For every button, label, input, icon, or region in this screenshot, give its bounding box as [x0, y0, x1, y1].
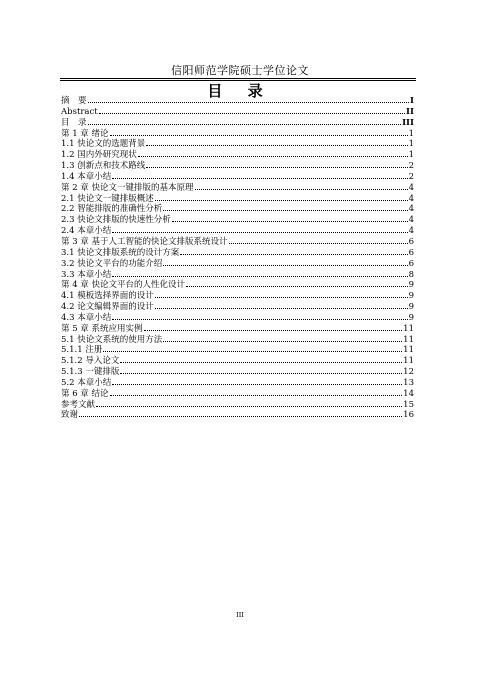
- toc-leader-dots: [99, 112, 405, 114]
- toc-entry[interactable]: [61, 215, 414, 226]
- toc-entry[interactable]: [61, 410, 414, 421]
- toc-entry-label: 5.2 本章小结: [61, 377, 112, 388]
- toc-entry-page: 4: [408, 193, 414, 204]
- toc-leader-dots: [110, 134, 408, 136]
- toc-entry-page: 9: [408, 280, 414, 291]
- toc-leader-dots: [195, 188, 408, 190]
- toc-entry-label: 5.1 快论文系统的使用方法: [61, 334, 163, 345]
- toc-entry-label: 参考文献: [61, 399, 96, 410]
- toc-entry-label: 1.3 创新点和技术路线: [61, 161, 146, 172]
- toc-entry[interactable]: [61, 139, 414, 150]
- toc-leader-dots: [229, 242, 408, 244]
- toc-entry-page: 4: [408, 226, 414, 237]
- toc-entry-label: 2.1 快论文一键排版概述: [61, 193, 154, 204]
- toc-entry[interactable]: [61, 150, 414, 161]
- toc-leader-dots: [112, 231, 407, 233]
- toc-entry-label: 致谢: [61, 410, 79, 421]
- toc-entry[interactable]: [61, 118, 414, 129]
- toc-entry-label: 第 4 章 快论文平台的人性化设计: [61, 280, 186, 291]
- toc-entry-label: 第 1 章 绪论: [61, 128, 109, 139]
- toc-entry-label: 1.4 本章小结: [61, 171, 112, 182]
- toc-leader-dots: [155, 296, 408, 298]
- toc-entry-label: 2.2 智能排版的准确性分析: [61, 204, 163, 215]
- toc-entry[interactable]: [61, 259, 414, 270]
- toc-leader-dots: [120, 372, 402, 374]
- toc-entry-page: II: [406, 106, 414, 117]
- toc-entry[interactable]: [61, 237, 414, 248]
- toc-entry[interactable]: [61, 129, 414, 140]
- toc-entry-label: 5.1.2 导入论文: [61, 356, 120, 367]
- toc-entry-page: III: [402, 117, 414, 128]
- toc-entry-page: 2: [408, 161, 414, 172]
- toc-leader-dots: [103, 350, 402, 352]
- toc-entry-page: 6: [408, 258, 414, 269]
- toc-entry[interactable]: [61, 248, 414, 259]
- toc-entry[interactable]: [61, 356, 414, 367]
- toc-leader-dots: [155, 199, 408, 201]
- toc-entry-page: 4: [408, 204, 414, 215]
- toc-entry[interactable]: [61, 194, 414, 205]
- toc-entry[interactable]: [61, 345, 414, 356]
- running-header: 信阳师范学院硕士学位论文: [171, 64, 309, 77]
- toc-leader-dots: [172, 220, 408, 222]
- toc-entry[interactable]: [61, 204, 414, 215]
- toc-entry-label: 2.3 快论文排版的快速性分析: [61, 215, 171, 226]
- toc-entry-page: 11: [403, 356, 414, 367]
- toc-entry-label: 第 5 章 系统应用实例: [61, 323, 143, 334]
- toc-entry-label: 目 录: [61, 117, 87, 128]
- toc-entry-page: 9: [408, 312, 414, 323]
- toc-leader-dots: [163, 209, 407, 211]
- toc-entry-page: 6: [408, 236, 414, 247]
- toc-entry[interactable]: [61, 96, 414, 107]
- toc-entry-label: Abstract: [61, 106, 98, 117]
- toc-leader-dots: [79, 415, 402, 417]
- toc-entry-label: 5.1.1 注册: [61, 345, 103, 356]
- toc-entry-label: 1.2 国内外研究现状: [61, 150, 137, 161]
- toc-entry-page: I: [410, 96, 414, 106]
- toc-leader-dots: [138, 155, 408, 157]
- toc-leader-dots: [112, 318, 407, 320]
- toc-entry-label: 3.1 快论文排版系统的设计方案: [61, 247, 180, 258]
- toc-entry-page: 1: [408, 150, 414, 161]
- toc-leader-dots: [88, 123, 402, 125]
- toc-entry-page: 16: [403, 410, 414, 421]
- toc-entry[interactable]: [61, 400, 414, 411]
- toc-leader-dots: [120, 361, 402, 363]
- toc-entry-label: 4.2 论文编辑界面的设计: [61, 302, 154, 313]
- toc-entry-label: 5.1.3 一键排版: [61, 367, 120, 378]
- toc-leader-dots: [112, 177, 407, 179]
- toc-entry-page: 2: [408, 171, 414, 182]
- toc-leader-dots: [146, 166, 407, 168]
- toc-entry-page: 9: [408, 302, 414, 313]
- table-of-contents: [61, 96, 414, 421]
- toc-entry-page: 11: [403, 345, 414, 356]
- page-number: III: [236, 611, 244, 619]
- toc-leader-dots: [163, 340, 402, 342]
- toc-entry-page: 1: [408, 139, 414, 150]
- toc-leader-dots: [186, 285, 408, 287]
- toc-entry-page: 14: [403, 388, 414, 399]
- toc-entry[interactable]: [61, 226, 414, 237]
- toc-entry-label: 4.1 模板选择界面的设计: [61, 291, 154, 302]
- toc-entry[interactable]: [61, 302, 414, 313]
- toc-entry-page: 4: [408, 215, 414, 226]
- toc-entry[interactable]: [61, 172, 414, 183]
- toc-leader-dots: [180, 253, 407, 255]
- toc-entry-page: 12: [403, 367, 414, 378]
- toc-entry-label: 3.2 快论文平台的功能介绍: [61, 258, 163, 269]
- toc-entry[interactable]: [61, 107, 414, 118]
- toc-entry-page: 9: [408, 291, 414, 302]
- toc-entry[interactable]: [61, 270, 414, 281]
- toc-entry-page: 11: [403, 334, 414, 345]
- toc-entry[interactable]: [61, 335, 414, 346]
- toc-entry-page: 13: [403, 377, 414, 388]
- toc-entry-page: 11: [403, 323, 414, 334]
- header-rule: [60, 78, 416, 79]
- toc-leader-dots: [88, 101, 410, 103]
- toc-leader-dots: [110, 394, 403, 396]
- toc-entry[interactable]: [61, 367, 414, 378]
- toc-entry-label: 1.1 快论文的选题背景: [61, 139, 146, 150]
- toc-entry-page: 15: [403, 399, 414, 410]
- toc-entry-page: 8: [408, 269, 414, 280]
- toc-entry[interactable]: [61, 324, 414, 335]
- toc-leader-dots: [96, 405, 402, 407]
- toc-leader-dots: [146, 144, 407, 146]
- toc-entry-label: 2.4 本章小结: [61, 226, 112, 237]
- toc-entry[interactable]: [61, 161, 414, 172]
- toc-title: 目 录: [207, 82, 273, 100]
- toc-entry-label: 摘 要: [61, 96, 87, 106]
- toc-entry-label: 4.3 本章小结: [61, 312, 112, 323]
- toc-entry-label: 第 2 章 快论文一键排版的基本原理: [61, 182, 194, 193]
- toc-entry[interactable]: [61, 313, 414, 324]
- toc-entry-label: 3.3 本章小结: [61, 269, 112, 280]
- toc-leader-dots: [112, 383, 402, 385]
- toc-entry-page: 4: [408, 182, 414, 193]
- toc-entry[interactable]: [61, 280, 414, 291]
- toc-entry-page: 6: [408, 247, 414, 258]
- toc-leader-dots: [163, 264, 407, 266]
- toc-entry[interactable]: [61, 183, 414, 194]
- toc-entry-page: 1: [408, 128, 414, 139]
- toc-leader-dots: [144, 329, 403, 331]
- toc-leader-dots: [155, 307, 408, 309]
- toc-entry[interactable]: [61, 291, 414, 302]
- toc-entry-label: 第 6 章 结论: [61, 388, 109, 399]
- toc-entry[interactable]: [61, 378, 414, 389]
- toc-entry-label: 第 3 章 基于人工智能的快论文排版系统设计: [61, 236, 228, 247]
- toc-leader-dots: [112, 275, 407, 277]
- toc-entry[interactable]: [61, 389, 414, 400]
